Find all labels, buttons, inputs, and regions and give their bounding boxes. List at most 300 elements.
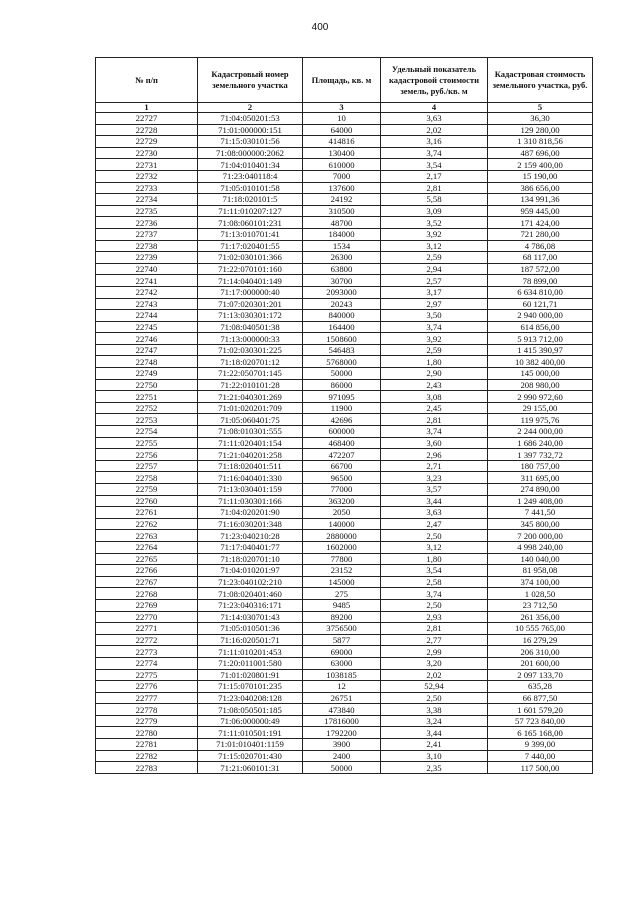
table-row	[96, 286, 593, 298]
table-row	[96, 124, 593, 136]
cell-row-number: 22756	[96, 449, 198, 461]
cell-area: 26751	[303, 692, 381, 704]
cell-row-number: 22767	[96, 576, 198, 588]
table-row	[96, 460, 593, 472]
cell-row-number: 22760	[96, 495, 198, 507]
cell-specific-value: 3,52	[381, 217, 488, 229]
cell-cadastral-value: 57 723 840,00	[488, 715, 593, 727]
cell-area: 1602000	[303, 541, 381, 553]
cell-cadastral-value: 635,28	[488, 681, 593, 693]
cell-area: 275	[303, 588, 381, 600]
cell-row-number: 22747	[96, 344, 198, 356]
table-body	[96, 113, 593, 774]
table-row	[96, 263, 593, 275]
cell-row-number: 22744	[96, 310, 198, 322]
cell-cadastral-number: 71:17:020401:55	[198, 240, 303, 252]
cell-cadastral-number: 71:15:030101:56	[198, 136, 303, 148]
cell-cadastral-number: 71:22:070101:160	[198, 263, 303, 275]
cell-cadastral-number: 71:11:010207:127	[198, 205, 303, 217]
table-row	[96, 298, 593, 310]
cell-specific-value: 3,09	[381, 205, 488, 217]
cell-specific-value: 2,50	[381, 692, 488, 704]
cell-row-number: 22755	[96, 437, 198, 449]
cell-area: 840000	[303, 310, 381, 322]
cell-cadastral-value: 261 356,00	[488, 611, 593, 623]
cell-cadastral-number: 71:01:020801:91	[198, 669, 303, 681]
cell-row-number: 22761	[96, 507, 198, 519]
cell-cadastral-value: 2 244 000,00	[488, 426, 593, 438]
cell-area: 140000	[303, 518, 381, 530]
cell-row-number: 22777	[96, 692, 198, 704]
cell-cadastral-value: 274 890,00	[488, 484, 593, 496]
cell-cadastral-value: 6 634 810,00	[488, 286, 593, 298]
table-row	[96, 495, 593, 507]
cell-cadastral-number: 71:04:050201:53	[198, 113, 303, 125]
table-row	[96, 623, 593, 635]
cell-area: 11900	[303, 402, 381, 414]
cell-row-number: 22727	[96, 113, 198, 125]
cell-row-number: 22733	[96, 182, 198, 194]
cell-area: 50000	[303, 762, 381, 774]
cell-cadastral-value: 78 899,00	[488, 275, 593, 287]
cell-cadastral-value: 36,30	[488, 113, 593, 125]
table-row	[96, 344, 593, 356]
cell-row-number: 22732	[96, 170, 198, 182]
cell-cadastral-value: 1 028,50	[488, 588, 593, 600]
column-number: 2	[198, 103, 303, 113]
cell-specific-value: 2,59	[381, 344, 488, 356]
cell-specific-value: 2,02	[381, 124, 488, 136]
table-row	[96, 182, 593, 194]
cell-row-number: 22752	[96, 402, 198, 414]
cell-cadastral-number: 71:14:030701:43	[198, 611, 303, 623]
cell-row-number: 22728	[96, 124, 198, 136]
table-row	[96, 588, 593, 600]
cell-row-number: 22748	[96, 356, 198, 368]
table-row	[96, 472, 593, 484]
table-row	[96, 333, 593, 345]
cell-row-number: 22763	[96, 530, 198, 542]
cell-cadastral-number: 71:08:040501:38	[198, 321, 303, 333]
cell-specific-value: 3,12	[381, 240, 488, 252]
cell-cadastral-number: 71:02:030301:225	[198, 344, 303, 356]
cell-specific-value: 3,74	[381, 588, 488, 600]
cell-cadastral-value: 201 600,00	[488, 657, 593, 669]
table-row	[96, 391, 593, 403]
cell-cadastral-number: 71:13:030401:159	[198, 484, 303, 496]
cell-cadastral-number: 71:22:050701:145	[198, 368, 303, 380]
cell-specific-value: 3,92	[381, 228, 488, 240]
cell-cadastral-number: 71:04:020201:90	[198, 507, 303, 519]
cell-area: 42696	[303, 414, 381, 426]
table-row	[96, 669, 593, 681]
cell-specific-value: 2,81	[381, 623, 488, 635]
table-header-row	[96, 58, 593, 103]
cell-cadastral-value: 721 280,00	[488, 228, 593, 240]
cell-area: 2093000	[303, 286, 381, 298]
cell-area: 96500	[303, 472, 381, 484]
table-row	[96, 228, 593, 240]
table-row	[96, 159, 593, 171]
cell-cadastral-value: 208 980,00	[488, 379, 593, 391]
cell-area: 137600	[303, 182, 381, 194]
cell-area: 363200	[303, 495, 381, 507]
cell-area: 184000	[303, 228, 381, 240]
table-row	[96, 205, 593, 217]
cell-specific-value: 3,08	[381, 391, 488, 403]
cell-specific-value: 3,54	[381, 565, 488, 577]
table-row	[96, 356, 593, 368]
cell-cadastral-value: 311 695,00	[488, 472, 593, 484]
cell-cadastral-number: 71:23:040208:128	[198, 692, 303, 704]
cell-cadastral-value: 7 440,00	[488, 750, 593, 762]
cell-specific-value: 3,57	[381, 484, 488, 496]
cell-row-number: 22737	[96, 228, 198, 240]
cell-area: 63800	[303, 263, 381, 275]
table-row	[96, 704, 593, 716]
cell-area: 69000	[303, 646, 381, 658]
cell-cadastral-number: 71:16:020501:71	[198, 634, 303, 646]
cell-area: 48700	[303, 217, 381, 229]
cell-cadastral-number: 71:14:040401:149	[198, 275, 303, 287]
cell-cadastral-number: 71:02:030101:366	[198, 252, 303, 264]
table-row	[96, 275, 593, 287]
cell-area: 5768000	[303, 356, 381, 368]
cell-area: 3756500	[303, 623, 381, 635]
table-row	[96, 739, 593, 751]
cell-cadastral-value: 614 856,00	[488, 321, 593, 333]
cell-specific-value: 2,90	[381, 368, 488, 380]
cell-cadastral-value: 2 990 972,60	[488, 391, 593, 403]
cell-area: 20243	[303, 298, 381, 310]
cell-cadastral-number: 71:08:020401:460	[198, 588, 303, 600]
cell-specific-value: 3,63	[381, 507, 488, 519]
cell-specific-value: 3,38	[381, 704, 488, 716]
header-row-number: № п/п	[96, 58, 198, 103]
table-row	[96, 599, 593, 611]
cell-specific-value: 3,63	[381, 113, 488, 125]
cell-row-number: 22740	[96, 263, 198, 275]
cell-cadastral-value: 171 424,00	[488, 217, 593, 229]
cell-specific-value: 3,12	[381, 541, 488, 553]
cell-cadastral-number: 71:23:040210:28	[198, 530, 303, 542]
cell-cadastral-value: 345 800,00	[488, 518, 593, 530]
cell-area: 1508600	[303, 333, 381, 345]
cell-area: 600000	[303, 426, 381, 438]
cell-specific-value: 2,99	[381, 646, 488, 658]
cell-specific-value: 3,92	[381, 333, 488, 345]
cell-specific-value: 2,47	[381, 518, 488, 530]
cell-specific-value: 1,80	[381, 553, 488, 565]
cell-row-number: 22729	[96, 136, 198, 148]
cell-cadastral-number: 71:08:060101:231	[198, 217, 303, 229]
cell-cadastral-number: 71:11:010201:453	[198, 646, 303, 658]
table-row	[96, 530, 593, 542]
cell-specific-value: 2,45	[381, 402, 488, 414]
table-row	[96, 414, 593, 426]
cell-cadastral-number: 71:23:040118:4	[198, 170, 303, 182]
column-number: 5	[488, 103, 593, 113]
cell-cadastral-value: 1 397 732,72	[488, 449, 593, 461]
cell-row-number: 22779	[96, 715, 198, 727]
cell-specific-value: 3,23	[381, 472, 488, 484]
cell-row-number: 22772	[96, 634, 198, 646]
cell-specific-value: 3,74	[381, 321, 488, 333]
table-row	[96, 310, 593, 322]
cell-cadastral-number: 71:15:070101:235	[198, 681, 303, 693]
cell-specific-value: 3,50	[381, 310, 488, 322]
cell-row-number: 22758	[96, 472, 198, 484]
cell-specific-value: 2,77	[381, 634, 488, 646]
cell-specific-value: 3,44	[381, 495, 488, 507]
cell-row-number: 22782	[96, 750, 198, 762]
cell-cadastral-value: 29 155,00	[488, 402, 593, 414]
cell-cadastral-number: 71:05:060401:75	[198, 414, 303, 426]
table-row	[96, 715, 593, 727]
table-row	[96, 646, 593, 658]
cell-area: 7000	[303, 170, 381, 182]
cell-area: 66700	[303, 460, 381, 472]
cell-area: 145000	[303, 576, 381, 588]
cell-row-number: 22762	[96, 518, 198, 530]
cell-specific-value: 3,74	[381, 147, 488, 159]
cell-cadastral-number: 71:04:010201:97	[198, 565, 303, 577]
cell-specific-value: 2,93	[381, 611, 488, 623]
cell-row-number: 22771	[96, 623, 198, 635]
cell-cadastral-number: 71:01:000000:151	[198, 124, 303, 136]
table-row	[96, 553, 593, 565]
cell-cadastral-value: 386 656,00	[488, 182, 593, 194]
cell-specific-value: 3,16	[381, 136, 488, 148]
cell-row-number: 22749	[96, 368, 198, 380]
cell-cadastral-number: 71:04:010401:34	[198, 159, 303, 171]
cell-row-number: 22783	[96, 762, 198, 774]
cell-specific-value: 2,35	[381, 762, 488, 774]
cell-area: 1792200	[303, 727, 381, 739]
cell-area: 12	[303, 681, 381, 693]
cell-row-number: 22738	[96, 240, 198, 252]
cell-cadastral-value: 140 040,00	[488, 553, 593, 565]
cell-specific-value: 3,60	[381, 437, 488, 449]
cell-cadastral-value: 1 310 818,56	[488, 136, 593, 148]
cell-cadastral-number: 71:13:010701:41	[198, 228, 303, 240]
cell-cadastral-value: 7 200 000,00	[488, 530, 593, 542]
cell-area: 1534	[303, 240, 381, 252]
cell-area: 472207	[303, 449, 381, 461]
cell-area: 26300	[303, 252, 381, 264]
cell-area: 310500	[303, 205, 381, 217]
cell-area: 2050	[303, 507, 381, 519]
cell-row-number: 22768	[96, 588, 198, 600]
cell-specific-value: 2,50	[381, 599, 488, 611]
cell-cadastral-value: 7 441,50	[488, 507, 593, 519]
cell-area: 130400	[303, 147, 381, 159]
cell-cadastral-value: 374 100,00	[488, 576, 593, 588]
cell-cadastral-number: 71:21:040301:269	[198, 391, 303, 403]
table-row	[96, 437, 593, 449]
cell-cadastral-number: 71:11:020401:154	[198, 437, 303, 449]
cell-cadastral-value: 2 097 133,70	[488, 669, 593, 681]
table-row	[96, 147, 593, 159]
table-row	[96, 657, 593, 669]
cell-area: 164400	[303, 321, 381, 333]
cell-area: 64000	[303, 124, 381, 136]
cell-cadastral-number: 71:22:010101:28	[198, 379, 303, 391]
cell-area: 5877	[303, 634, 381, 646]
cell-cadastral-number: 71:17:000000:40	[198, 286, 303, 298]
cell-row-number: 22765	[96, 553, 198, 565]
cell-cadastral-value: 60 121,71	[488, 298, 593, 310]
cell-row-number: 22773	[96, 646, 198, 658]
cell-specific-value: 3,24	[381, 715, 488, 727]
cell-specific-value: 2,43	[381, 379, 488, 391]
cell-cadastral-value: 23 712,50	[488, 599, 593, 611]
cell-specific-value: 2,97	[381, 298, 488, 310]
cell-row-number: 22736	[96, 217, 198, 229]
column-number: 1	[96, 103, 198, 113]
cell-cadastral-number: 71:08:050501:185	[198, 704, 303, 716]
cell-cadastral-value: 1 415 390,97	[488, 344, 593, 356]
cell-specific-value: 2,58	[381, 576, 488, 588]
cell-area: 414816	[303, 136, 381, 148]
cell-cadastral-value: 4 786,08	[488, 240, 593, 252]
table-row	[96, 170, 593, 182]
cell-row-number: 22745	[96, 321, 198, 333]
cell-row-number: 22764	[96, 541, 198, 553]
cell-cadastral-number: 71:11:010501:191	[198, 727, 303, 739]
cell-specific-value: 2,81	[381, 414, 488, 426]
cell-specific-value: 52,94	[381, 681, 488, 693]
cell-row-number: 22739	[96, 252, 198, 264]
cell-row-number: 22751	[96, 391, 198, 403]
cell-cadastral-value: 959 445,00	[488, 205, 593, 217]
cell-specific-value: 2,71	[381, 460, 488, 472]
cell-specific-value: 5,58	[381, 194, 488, 206]
cell-cadastral-number: 71:06:000000:49	[198, 715, 303, 727]
cell-area: 473840	[303, 704, 381, 716]
column-number: 3	[303, 103, 381, 113]
cell-specific-value: 3,74	[381, 426, 488, 438]
cell-row-number: 22780	[96, 727, 198, 739]
cell-specific-value: 3,10	[381, 750, 488, 762]
cell-row-number: 22735	[96, 205, 198, 217]
cell-area: 89200	[303, 611, 381, 623]
cell-cadastral-value: 119 975,76	[488, 414, 593, 426]
table-row	[96, 565, 593, 577]
cell-row-number: 22742	[96, 286, 198, 298]
cell-specific-value: 2,57	[381, 275, 488, 287]
table-row	[96, 750, 593, 762]
cell-cadastral-number: 71:18:020401:511	[198, 460, 303, 472]
cell-row-number: 22743	[96, 298, 198, 310]
cell-cadastral-number: 71:13:000000:33	[198, 333, 303, 345]
cell-cadastral-number: 71:16:040401:330	[198, 472, 303, 484]
cell-cadastral-number: 71:21:060101:31	[198, 762, 303, 774]
cell-row-number: 22753	[96, 414, 198, 426]
cell-cadastral-value: 206 310,00	[488, 646, 593, 658]
cell-cadastral-value: 145 000,00	[488, 368, 593, 380]
cell-specific-value: 2,50	[381, 530, 488, 542]
cell-area: 2880000	[303, 530, 381, 542]
cell-cadastral-value: 1 249 408,00	[488, 495, 593, 507]
cell-cadastral-number: 71:01:010401:1159	[198, 739, 303, 751]
cell-specific-value: 3,44	[381, 727, 488, 739]
table-row	[96, 321, 593, 333]
table-row	[96, 252, 593, 264]
cell-area: 30700	[303, 275, 381, 287]
table-row	[96, 113, 593, 125]
cell-row-number: 22774	[96, 657, 198, 669]
cell-area: 468400	[303, 437, 381, 449]
cell-row-number: 22750	[96, 379, 198, 391]
cell-cadastral-number: 71:13:030301:172	[198, 310, 303, 322]
cell-row-number: 22766	[96, 565, 198, 577]
cell-cadastral-number: 71:21:040201:258	[198, 449, 303, 461]
cell-area: 10	[303, 113, 381, 125]
cell-area: 23152	[303, 565, 381, 577]
cell-area: 3900	[303, 739, 381, 751]
cell-row-number: 22757	[96, 460, 198, 472]
cell-cadastral-number: 71:18:020701:12	[198, 356, 303, 368]
header-cadastral-value: Кадастровая стоимость земельного участка, руб.	[488, 58, 593, 103]
cell-row-number: 22778	[96, 704, 198, 716]
cell-specific-value: 2,81	[381, 182, 488, 194]
cell-area: 63000	[303, 657, 381, 669]
cell-area: 77800	[303, 553, 381, 565]
cell-cadastral-number: 71:16:030201:348	[198, 518, 303, 530]
cadastral-value-table	[95, 57, 593, 774]
table-row	[96, 727, 593, 739]
cell-specific-value: 2,41	[381, 739, 488, 751]
table-row	[96, 692, 593, 704]
cell-specific-value: 2,96	[381, 449, 488, 461]
cell-area: 971095	[303, 391, 381, 403]
cell-area: 546483	[303, 344, 381, 356]
cell-area: 77000	[303, 484, 381, 496]
table-row	[96, 611, 593, 623]
cell-area: 86000	[303, 379, 381, 391]
cell-row-number: 22731	[96, 159, 198, 171]
cell-specific-value: 2,94	[381, 263, 488, 275]
cell-cadastral-value: 15 190,00	[488, 170, 593, 182]
cell-specific-value: 1,80	[381, 356, 488, 368]
cell-row-number: 22781	[96, 739, 198, 751]
table-row	[96, 518, 593, 530]
cell-cadastral-number: 71:18:020101:5	[198, 194, 303, 206]
table-row	[96, 402, 593, 414]
table-row	[96, 541, 593, 553]
cell-specific-value: 3,54	[381, 159, 488, 171]
cell-area: 610000	[303, 159, 381, 171]
cell-cadastral-value: 134 991,36	[488, 194, 593, 206]
cell-cadastral-value: 129 280,00	[488, 124, 593, 136]
cell-specific-value: 2,02	[381, 669, 488, 681]
cell-cadastral-value: 1 686 240,00	[488, 437, 593, 449]
table-row	[96, 484, 593, 496]
table-row	[96, 426, 593, 438]
cell-area: 50000	[303, 368, 381, 380]
table-row	[96, 449, 593, 461]
cell-cadastral-value: 2 159 400,00	[488, 159, 593, 171]
cell-row-number: 22754	[96, 426, 198, 438]
table-row	[96, 681, 593, 693]
cell-row-number: 22775	[96, 669, 198, 681]
cell-cadastral-number: 71:20:011001:580	[198, 657, 303, 669]
cell-cadastral-value: 6 165 168,00	[488, 727, 593, 739]
cell-cadastral-value: 187 572,00	[488, 263, 593, 275]
cell-specific-value: 3,17	[381, 286, 488, 298]
cell-row-number: 22769	[96, 599, 198, 611]
